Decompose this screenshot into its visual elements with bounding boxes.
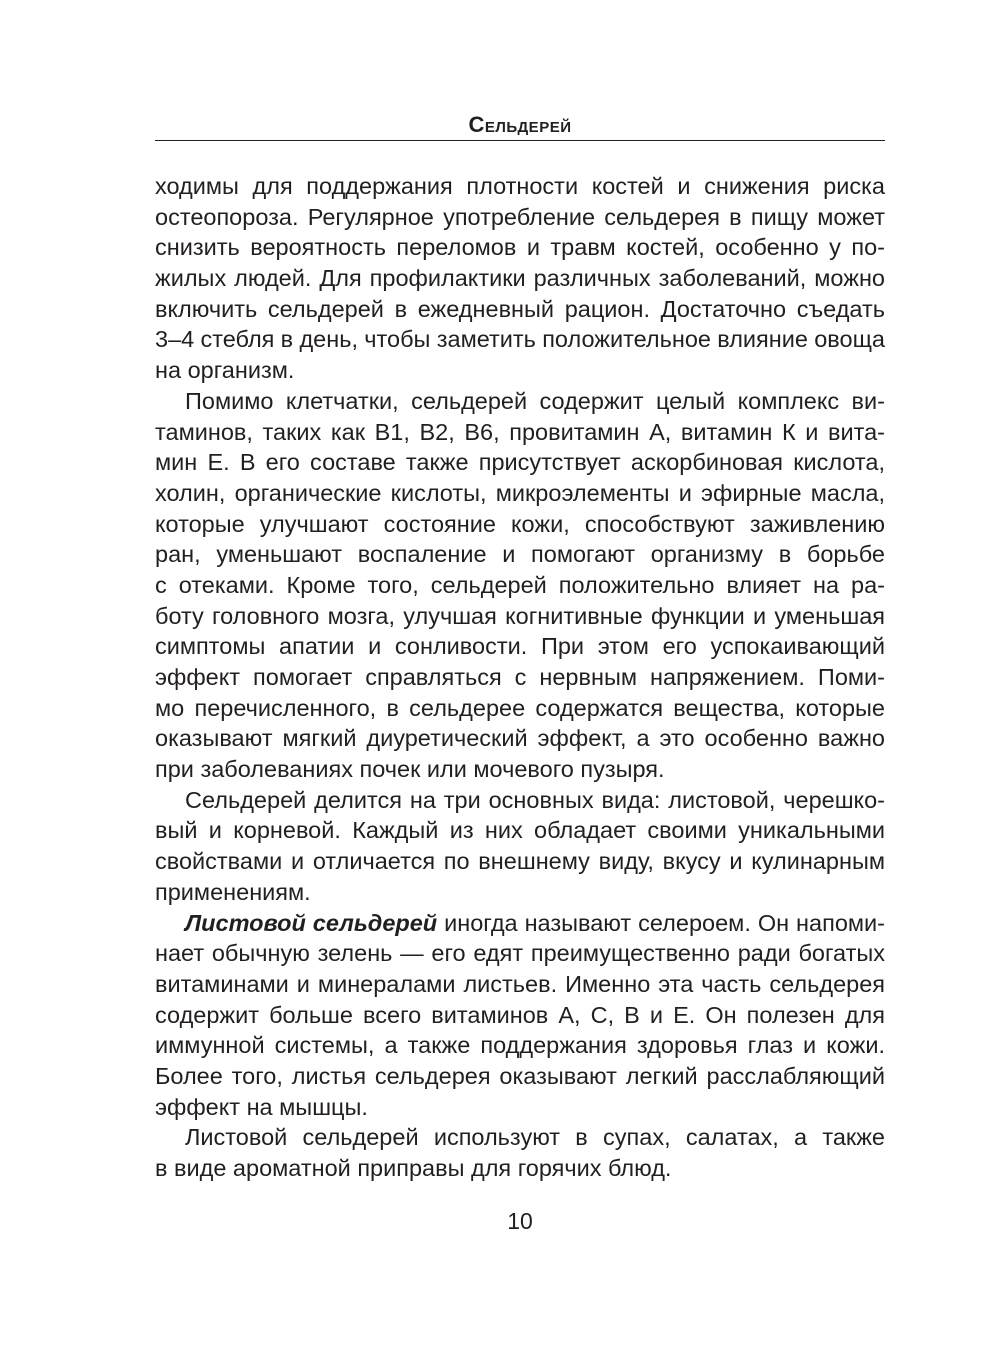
line-text: витаминами и минералами листьев. Именно эта часть сельдерея	[155, 970, 885, 997]
line-text: жилых людей. Для профилактики различных заболеваний, можно	[155, 265, 885, 292]
line-text: холин, органические кислоты, микроэлементы и эфирные масла,	[155, 479, 885, 506]
body-text	[155, 171, 885, 1184]
paragraph	[155, 908, 885, 1123]
line-text: Помимо клетчатки, сельдерей содержит целый комплекс ви-	[185, 387, 885, 414]
bold-term: Листовой сельдерей	[185, 909, 438, 936]
line-text: ран, уменьшают воспаление и помогают организму в борьбе	[155, 541, 885, 568]
line-text: на организм.	[155, 357, 295, 384]
text-line	[155, 662, 885, 693]
line-text: вый и корневой. Каждый из них обладает своими уникальными	[155, 817, 885, 844]
text-line	[155, 509, 885, 540]
header-rule	[155, 140, 885, 141]
running-header: Сельдерей	[468, 112, 572, 137]
text-line	[155, 263, 885, 294]
text-line	[155, 754, 885, 785]
text-line	[155, 386, 885, 417]
text-line	[155, 1030, 885, 1061]
paragraph	[155, 785, 885, 908]
text-line	[155, 1092, 885, 1123]
text-line	[155, 202, 885, 233]
line-text: оказывают мягкий диуретический эффект, а это особенно важно	[155, 725, 885, 752]
paragraph	[155, 386, 885, 785]
line-text: с отеками. Кроме того, сельдерей положительно влияет на ра-	[155, 571, 885, 598]
line-text: мин Е. В его составе также присутствует аскорбиновая кислота,	[155, 449, 885, 476]
line-text: эффект помогает справляться с нервным напряжением. Поми-	[155, 664, 885, 690]
text-line	[155, 294, 885, 325]
line-text: которые улучшают состояние кожи, способствуют заживлению	[155, 510, 885, 537]
text-line	[155, 723, 885, 754]
text-line	[155, 785, 885, 816]
text-line	[155, 417, 885, 448]
text-line	[155, 232, 885, 263]
line-text: симптомы апатии и сонливости. При этом его успокаивающий	[155, 633, 885, 660]
line-text: эффект на мышцы.	[155, 1093, 368, 1120]
text-line	[155, 938, 885, 969]
line-text: 3–4 стебля в день, чтобы заметить положительное влияние овоща	[155, 326, 885, 353]
line-text: Сельдерей делится на три основных вида: листовой, черешко-	[185, 786, 885, 813]
line-text: при заболеваниях почек или мочевого пузыря.	[155, 756, 665, 783]
text-line	[155, 908, 885, 939]
line-text: таминов, таких как B1, B2, B6, провитамин А, витамин К и вита-	[155, 418, 885, 445]
line-text: свойствами и отличается по внешнему виду, вкусу и кулинарным	[155, 848, 885, 875]
text-line	[155, 846, 885, 877]
text-line	[155, 1153, 885, 1184]
line-text: применениям.	[155, 878, 311, 905]
page-number: 10	[507, 1208, 533, 1234]
line-text: остеопороза. Регулярное употребление сельдерея в пищу может	[155, 203, 885, 230]
line-text: Листовой сельдерей используют в супах, салатах, а также	[185, 1124, 885, 1151]
line-text: мо перечисленного, в сельдерее содержатся вещества, которые	[155, 694, 885, 721]
line-text: боту головного мозга, улучшая когнитивные функции и уменьшая	[155, 602, 885, 629]
text-line	[155, 1000, 885, 1031]
paragraph	[155, 1122, 885, 1183]
line-text: иногда называют селероем. Он напоми-	[437, 909, 885, 936]
text-line	[155, 601, 885, 632]
text-line	[155, 969, 885, 1000]
text-line	[155, 478, 885, 509]
line-text: Более того, листья сельдерея оказывают легкий расслабляющий	[155, 1062, 885, 1089]
text-line	[155, 539, 885, 570]
text-line	[155, 1122, 885, 1153]
paragraph	[155, 171, 885, 386]
text-line	[155, 447, 885, 478]
text-line	[155, 570, 885, 601]
text-line	[155, 1061, 885, 1092]
line-text: снизить вероятность переломов и травм костей, особенно у по-	[155, 234, 885, 261]
text-line	[155, 171, 885, 202]
text-line	[155, 631, 885, 662]
line-text: содержит больше всего витаминов А, С, В и Е. Он полезен для	[155, 1001, 885, 1028]
text-line	[155, 877, 885, 908]
line-text: включить сельдерей в ежедневный рацион. Достаточно съедать	[155, 295, 885, 322]
text-line	[155, 355, 885, 386]
text-line	[155, 693, 885, 724]
text-line	[155, 324, 885, 355]
line-text: в виде ароматной приправы для горячих блюд.	[155, 1155, 672, 1181]
line-text: нает обычную зелень — его едят преимущественно ради богатых	[155, 940, 885, 967]
line-text: ходимы для поддержания плотности костей и снижения риска	[155, 173, 885, 199]
text-line	[155, 815, 885, 846]
line-text: иммунной системы, а также поддержания здоровья глаз и кожи.	[155, 1032, 885, 1059]
